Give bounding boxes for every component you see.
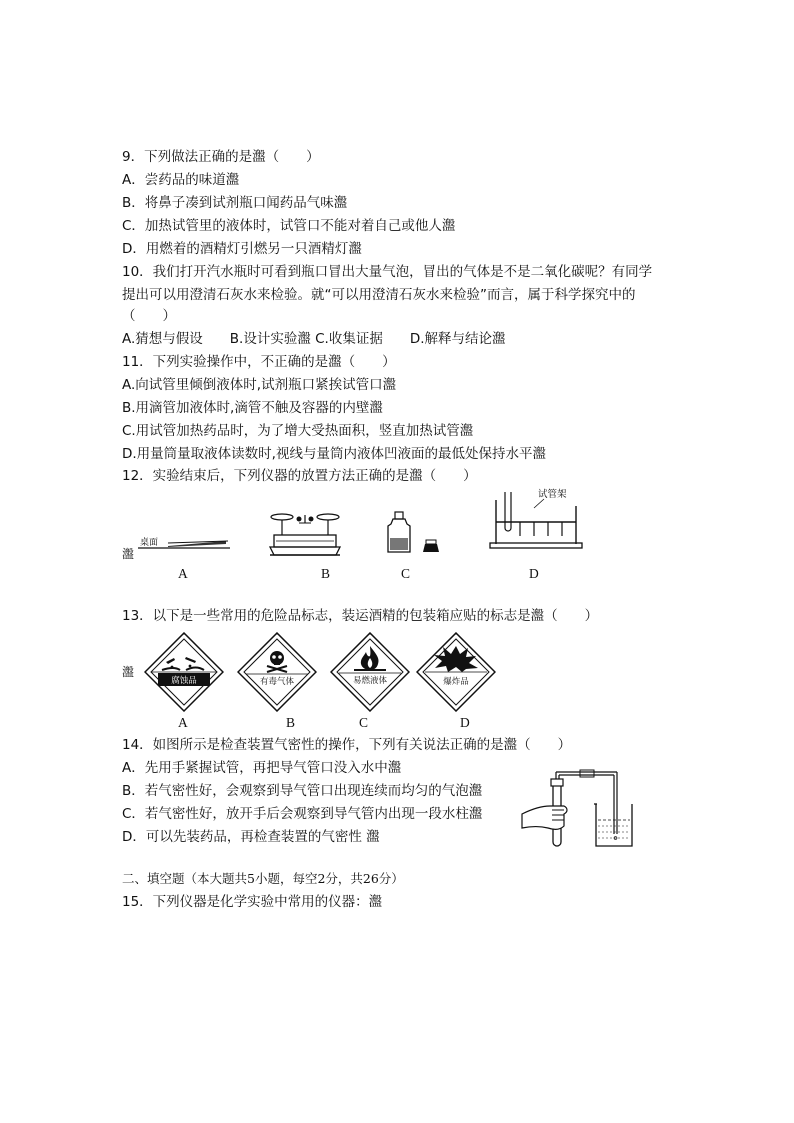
q13-sign-d-label: 爆炸品	[443, 677, 469, 687]
section-2-heading: 二、填空题（本大题共5小题，每空2分，共26分）	[122, 871, 404, 886]
q11-option-b: B.用滴管加液体时,滴管不触及容器的内壁瀊	[122, 400, 383, 416]
q12-caption-d: D	[529, 566, 539, 581]
q13-marker: 瀊	[122, 665, 135, 679]
q12-figure-c-dropper-bottle	[386, 510, 444, 556]
q9-option-d: D．用燃着的酒精灯引燃另一只酒精灯瀊	[122, 241, 362, 257]
q14-option-d: D．可以先装药品，再检查装置的气密性 瀊	[122, 829, 380, 845]
q9-stem: 9．下列做法正确的是瀊（ ）	[122, 149, 320, 165]
q12-figure-a-rod-on-desk	[138, 530, 230, 554]
q14-option-c: C．若气密性好，放开手后会观察到导气管内出现一段水柱瀊	[122, 806, 483, 822]
q9-option-b: B．将鼻子凑到试剂瓶口闻药品气味瀊	[122, 195, 348, 211]
q13-sign-a-label: 腐蚀品	[171, 676, 197, 686]
q13-caption-a: A	[178, 715, 188, 730]
q14-option-a: A．先用手紧握试管，再把导气管口没入水中瀊	[122, 760, 402, 776]
q10-options: A.猜想与假设 B.设计实验瀊 C.收集证据 D.解释与结论瀊	[122, 331, 506, 347]
q12-desk-label: 桌面	[140, 538, 159, 548]
q11-option-a: A.向试管里倾倒液体时,试剂瓶口紧挨试管口瀊	[122, 377, 397, 393]
q12-figure-b-balance	[266, 509, 344, 559]
q11-option-c: C.用试管加热药品时，为了增大受热面积，竖直加热试管瀊	[122, 423, 474, 439]
q15-stem: 15．下列仪器是化学实验中常用的仪器：瀊	[122, 894, 383, 910]
q9-option-a: A．尝药品的味道瀊	[122, 172, 240, 188]
q12-marker: 瀊	[122, 547, 135, 561]
q12-caption-a: A	[178, 566, 188, 581]
q12-caption-c: C	[401, 566, 411, 581]
q12-stem: 12．实验结束后，下列仪器的放置方法正确的是瀊（ ）	[122, 468, 477, 484]
q13-sign-d-explosive	[416, 632, 496, 712]
q14-airtightness-apparatus-figure	[520, 768, 636, 850]
q13-caption-c: C	[359, 715, 369, 730]
q13-caption-d: D	[460, 715, 470, 730]
q11-stem: 11．下列实验操作中，不正确的是瀊（ ）	[122, 354, 396, 370]
q13-sign-a-corrosive	[144, 632, 224, 712]
q13-sign-b-toxic-gas	[237, 632, 317, 712]
q12-figure-d-test-tube-rack	[488, 486, 584, 550]
q10-stem-line-2: 提出可以用澄清石灰水来检验。就“可以用澄清石灰水来检验”而言，属于科学探究中的	[122, 287, 636, 303]
q9-option-c: C．加热试管里的液体时，试管口不能对着自己或他人瀊	[122, 218, 456, 234]
q13-sign-c-label: 易燃液体	[352, 676, 388, 686]
q10-stem-line-3: （ ）	[122, 308, 176, 324]
q14-stem: 14．如图所示是检查装置气密性的操作，下列有关说法正确的是瀊（ ）	[122, 737, 572, 753]
q13-sign-c-flammable-liquid	[330, 632, 410, 712]
q10-stem-line-1: 10．我们打开汽水瓶时可看到瓶口冒出大量气泡，冒出的气体是不是二氧化碳呢？有同学	[122, 264, 653, 280]
q13-caption-b: B	[286, 715, 296, 730]
q13-stem: 13．以下是一些常用的危险品标志，装运酒精的包装箱应贴的标志是瀊（ ）	[122, 608, 599, 624]
q12-caption-b: B	[321, 566, 331, 581]
q14-option-b: B．若气密性好，会观察到导气管口出现连续而均匀的气泡瀊	[122, 783, 483, 799]
q13-sign-b-label: 有毒气体	[259, 677, 295, 687]
q11-option-d: D.用量筒量取液体读数时,视线与量筒内液体凹液面的最低处保持水平瀊	[122, 446, 546, 462]
q12-rack-label: 试管架	[538, 489, 567, 500]
